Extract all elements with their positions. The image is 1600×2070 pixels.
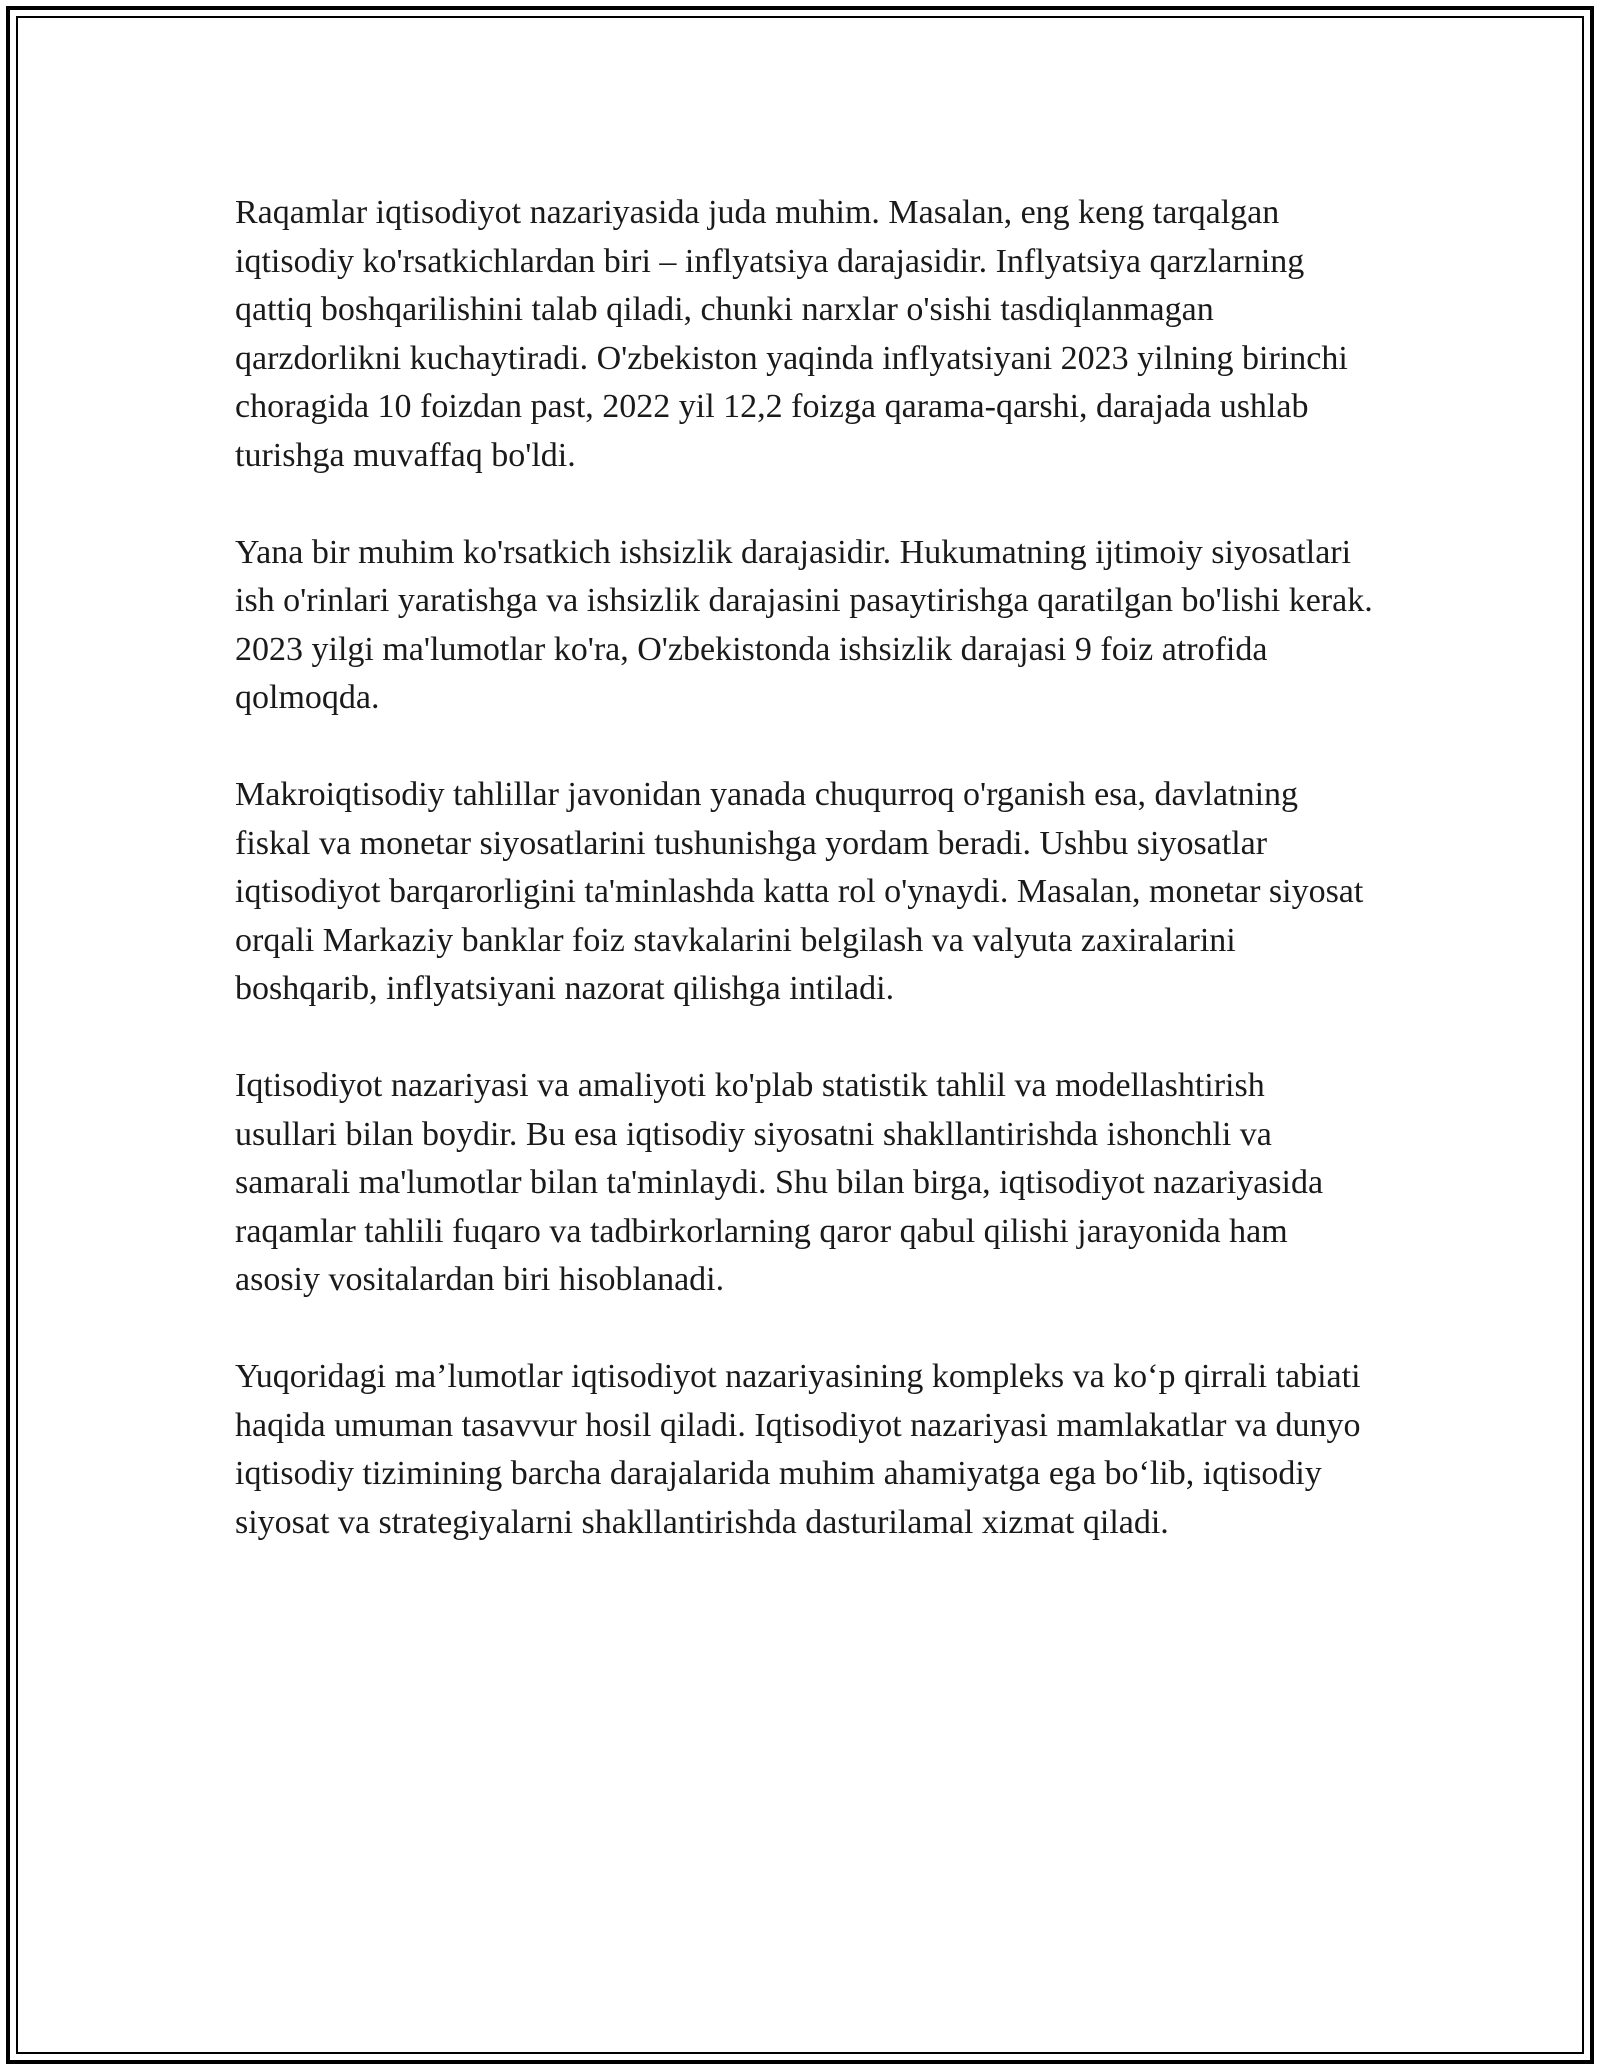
paragraph-inflation: Raqamlar iqtisodiyot nazariyasida juda muhim. Masalan, eng keng tarqalgan iqtisodiy ko'rsatkichlardan biri – inflyatsiya darajasidir. Inflyatsiya qarzlarning qattiq boshqarilishini talab qiladi, chunki narxlar o'sishi tasdiqlanmagan qarzdorlikni kuchaytiradi. O'zbekiston yaqinda inflyatsiyani 2023 yilning birinchi choragida 10 foizdan past, 2022 yil 12,2 foizga qarama-qarshi, darajada ushlab turishga muvaffaq bo'ldi. [235,194,1348,474]
document-body [235,189,1375,1547]
paragraph-unemployment: Yana bir muhim ko'rsatkich ishsizlik darajasidir. Hukumatning ijtimoiy siyosatlari ish o'rinlari yaratishga va ishsizlik darajasini pasaytirishga qaratilgan bo'lishi kerak. 2023 yilgi ma'lumotlar ko'ra, O'zbekistonda ishsizlik darajasi 9 foiz atrofida qolmoqda. [235,533,1373,716]
paragraph-fiscal-monetary: Makroiqtisodiy tahlillar javonidan yanada chuqurroq o'rganish esa, davlatning fiskal va monetar siyosatlarini tushunishga yordam beradi. Ushbu siyosatlar iqtisodiyot barqarorligini ta'minlashda katta rol o'ynaydi. Masalan, monetar siyosat orqali Markaziy banklar foiz stavkalarini belgilash va valyuta zaxiralarini boshqarib, inflyatsiyani nazorat qilishga intiladi. [235,776,1364,1007]
paragraph-statistics: Iqtisodiyot nazariyasi va amaliyoti ko'plab statistik tahlil va modellashtirish usullari bilan boydir. Bu esa iqtisodiy siyosatni shakllantirishda ishonchli va samarali ma'lumotlar bilan ta'minlaydi. Shu bilan birga, iqtisodiyot nazariyasida raqamlar tahlili fuqaro va tadbirkorlarning qaror qabul qilishi jarayonida ham asosiy vositalardan biri hisoblanadi. [235,1067,1324,1298]
paragraph-conclusion: Yuqoridagi ma’lumotlar iqtisodiyot nazariyasining kompleks va ko‘p qirrali tabiati haqida umuman tasavvur hosil qiladi. Iqtisodiyot nazariyasi mamlakatlar va dunyo iqtisodiy tizimining barcha darajalarida muhim ahamiyatga ega bo‘lib, iqtisodiy siyosat va strategiyalarni shakllantirishda dasturilamal xizmat qiladi. [235,1358,1361,1541]
